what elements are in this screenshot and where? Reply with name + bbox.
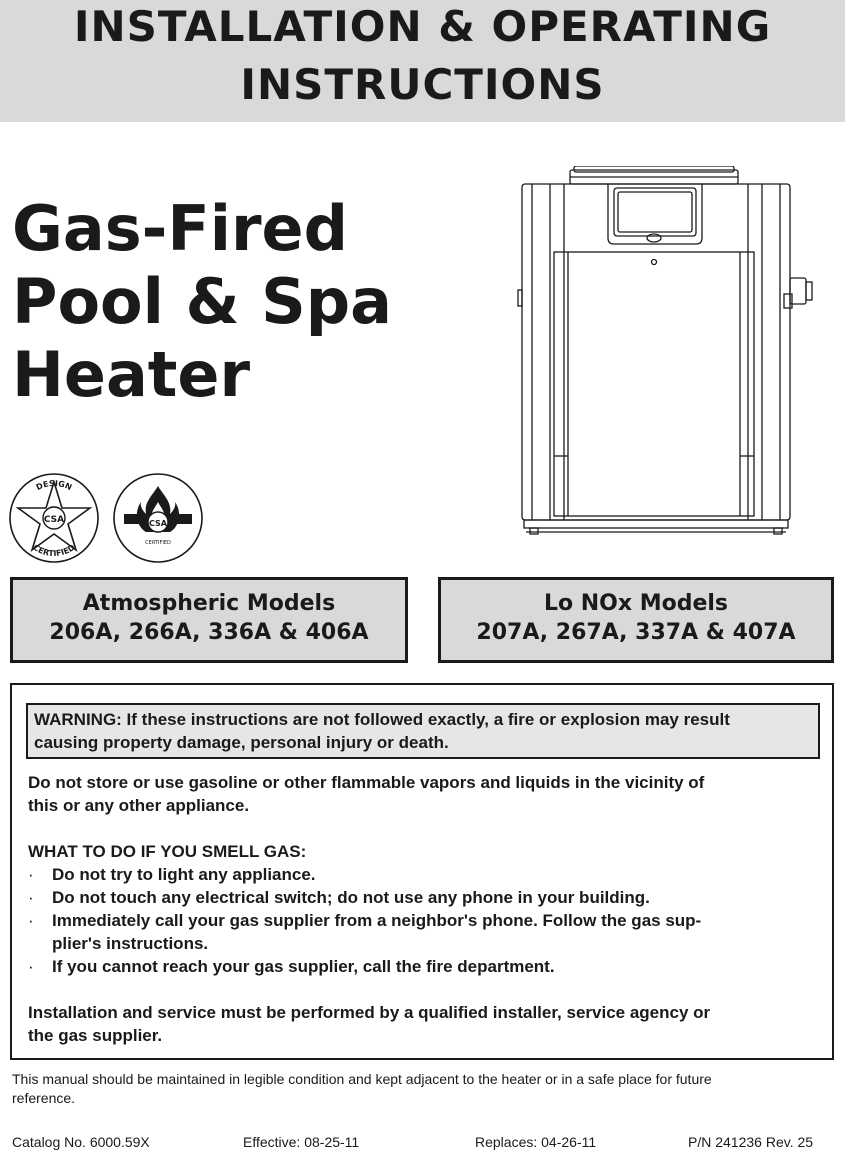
atmospheric-models-title: Atmospheric Models (82, 591, 336, 616)
service-notice-line-1: Installation and service must be performed by a qualified installer, service agency or (28, 1003, 711, 1022)
lo-nox-models-title: Lo NOx Models (543, 591, 729, 616)
product-title-line-1: Gas-Fired (12, 192, 348, 265)
part-number: P/N 241236 Rev. 25 (688, 1134, 814, 1150)
service-notice-line-2: the gas supplier. (28, 1026, 163, 1045)
gas-smell-list (28, 863, 818, 978)
storage-warning-line-1: Do not store or use gasoline or other flammable vapors and liquids in the vicinity of (28, 773, 705, 792)
bullet-icon: · (28, 888, 34, 907)
footnote-line-2: reference. (12, 1090, 76, 1106)
product-title-line-2: Pool & Spa (12, 265, 392, 338)
document-title-line-1: INSTALLATION & OPERATING (73, 2, 772, 51)
warning-line-2: causing property damage, personal injury or death. (34, 733, 449, 752)
atmospheric-models-list: 206A, 266A, 336A & 406A (49, 620, 369, 645)
atmospheric-models-box (10, 577, 408, 663)
header-banner (0, 0, 845, 122)
lo-nox-models-list: 207A, 267A, 337A & 407A (476, 620, 796, 645)
bullet-icon: · (28, 911, 34, 930)
bullet-icon: · (28, 957, 34, 976)
svg-text:CSA: CSA (149, 519, 167, 528)
svg-text:CERTIFIED: CERTIFIED (31, 542, 77, 559)
safety-notice-box (10, 683, 834, 1060)
csa-design-certified-seal (8, 472, 100, 564)
effective-date: Effective: 08-25-11 (243, 1134, 360, 1150)
list-item: · Do not try to light any appliance. (28, 865, 316, 884)
csa-flame-certified-seal (112, 472, 204, 564)
svg-text:DESIGN: DESIGN (34, 478, 74, 493)
svg-text:CSA: CSA (43, 515, 65, 525)
gas-smell-heading: WHAT TO DO IF YOU SMELL GAS: (28, 842, 307, 861)
list-item: · If you cannot reach your gas supplier, call the fire department. (28, 957, 555, 976)
list-item: · Immediately call your gas supplier from a neighbor's phone. Follow the gas sup- plier's instructions. (28, 911, 702, 953)
bullet-icon: · (28, 865, 34, 884)
product-title (12, 192, 392, 411)
product-title-line-3: Heater (12, 338, 251, 411)
replaces-date: Replaces: 04-26-11 (475, 1134, 597, 1150)
warning-line-1: WARNING: If these instructions are not followed exactly, a fire or explosion may result (34, 710, 730, 729)
warning-callout (26, 703, 820, 759)
svg-text:CERTIFIED: CERTIFIED (145, 540, 171, 546)
safety-notice-body (28, 771, 818, 1047)
footnote-line-1: This manual should be maintained in legible condition and kept adjacent to the heater or in a safe place for future (12, 1071, 712, 1087)
catalog-number: Catalog No. 6000.59X (12, 1134, 150, 1150)
document-title-line-2: INSTRUCTIONS (240, 60, 605, 109)
lo-nox-models-box (438, 577, 834, 663)
maintenance-footnote (12, 1070, 834, 1108)
list-item: · Do not touch any electrical switch; do not use any phone in your building. (28, 888, 650, 907)
heater-illustration (516, 166, 816, 538)
storage-warning-line-2: this or any other appliance. (28, 796, 250, 815)
